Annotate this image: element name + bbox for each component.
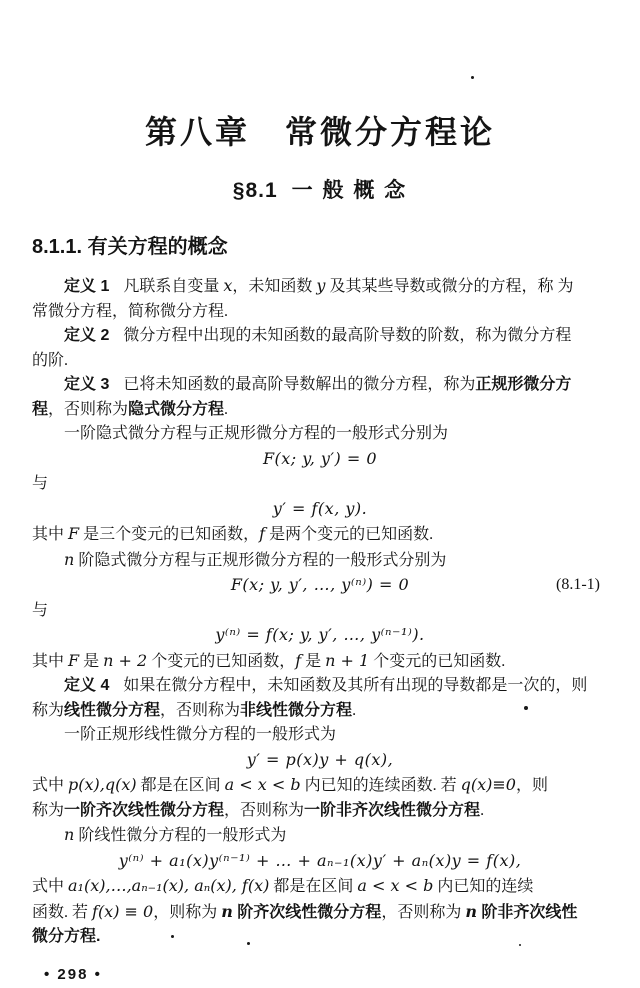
text-run: ，否则称为	[160, 701, 241, 719]
text-run: 称为	[32, 701, 65, 719]
definition-3-line-2	[32, 398, 608, 423]
text-run: 凡联系自变量	[123, 278, 224, 295]
bold-term: 隐式微分方程	[128, 400, 225, 418]
section-title-text: 一 般 概 念	[291, 179, 408, 202]
formula-text: F(x; y, y′, …, y⁽ⁿ⁾) = 0	[230, 575, 410, 594]
formula-normal-nth-order	[32, 623, 608, 649]
explanation-n-plus-2	[32, 649, 608, 675]
math-run: a₁(x),…,aₙ₋₁(x), aₙ(x), f(x)	[68, 876, 270, 895]
intro-first-order-forms	[32, 422, 608, 447]
definition-4-line-1	[32, 674, 608, 699]
definition-2-line-2	[32, 349, 608, 374]
math-run: n	[465, 901, 477, 921]
definition-1-label: 定义 1	[64, 278, 110, 295]
text-run: 与	[32, 601, 49, 619]
body-text	[32, 274, 608, 950]
intro-first-order-linear	[32, 723, 608, 748]
math-run: q(x)≡0	[460, 775, 516, 794]
definition-1-line-1	[32, 274, 608, 300]
bold-term: 一阶齐次线性微分方程	[64, 801, 225, 819]
text-run: 阶隐式微分方程与正规形微分方程的一般形式分别为	[74, 551, 447, 569]
definition-3-line-1	[32, 373, 608, 398]
formula-normal-first-order	[32, 497, 608, 523]
equation-number: (8.1-1)	[556, 576, 600, 593]
text-run: 内已知的连续函数. 若	[300, 777, 461, 794]
explanation-coefficients-line-3	[32, 925, 608, 950]
explanation-coefficients-line-2	[32, 900, 608, 926]
text-run: ，则称为	[153, 903, 222, 921]
connector-yu-2	[32, 599, 608, 624]
bold-term: 程	[32, 400, 49, 418]
text-run: 函数. 若	[32, 903, 93, 921]
text-run: 的阶.	[32, 351, 69, 369]
explanation-coefficients-line-1	[32, 874, 608, 900]
scan-speck	[524, 706, 528, 710]
subsection-title: 8.1.1. 有关方程的概念	[32, 236, 228, 258]
text-run: ，未知函数	[232, 278, 317, 295]
explanation-F-f	[32, 522, 608, 548]
math-run: n	[64, 549, 75, 569]
text-run: 其中	[32, 652, 69, 670]
math-run: f	[259, 524, 266, 543]
explanation-pq-line-2	[32, 799, 608, 824]
definition-4-label: 定义 4	[64, 677, 110, 694]
formula-implicit-nth-order	[32, 573, 608, 599]
definition-4-line-2	[32, 699, 608, 724]
text-run: 个变元的已知函数.	[369, 652, 506, 670]
text-run: 阶线性微分方程的一般形式为	[74, 827, 287, 844]
scan-speck	[247, 942, 250, 945]
math-run: F	[68, 524, 80, 543]
section-title	[0, 178, 640, 204]
formula-text: F(x; y, y′) = 0	[262, 448, 378, 468]
formula-text: y′ = f(x, y).	[272, 498, 368, 518]
formula-first-order-linear	[32, 748, 608, 774]
formula-text: y⁽ⁿ⁾ + a₁(x)y⁽ⁿ⁻¹⁾ + … + aₙ₋₁(x)y′ + aₙ(x)y = f(x),	[118, 850, 522, 870]
text-run: .	[224, 400, 229, 418]
text-run: 一阶正规形线性微分方程的一般形式为	[64, 726, 337, 743]
text-run: ，则	[515, 777, 548, 794]
page-number: • 298 •	[44, 965, 102, 983]
text-run: 其中	[32, 526, 69, 543]
scan-speck	[519, 944, 521, 946]
text-run: 是两个变元的已知函数.	[265, 526, 434, 543]
connector-yu-1	[32, 472, 608, 497]
text-run: 称为	[32, 801, 65, 819]
text-run: 及其某些导数或微分的方程，称 为	[325, 278, 574, 295]
formula-implicit-first-order	[32, 447, 608, 473]
definition-2-line-1	[32, 324, 608, 349]
text-run: ，否则称为	[48, 400, 129, 418]
text-run: ，否则称为	[224, 801, 305, 819]
intro-nth-order-linear	[32, 823, 608, 849]
text-run: ，否则称为	[381, 903, 466, 921]
text-run: 一阶隐式微分方程与正规形微分方程的一般形式分别为	[64, 425, 449, 442]
text-run: 式中	[32, 777, 69, 794]
chapter-title: 第八章 常微分方程论	[144, 114, 495, 150]
text-run: 微分方程中出现的未知函数的最高阶导数的阶数，称为微分方程	[123, 327, 572, 344]
definition-1-line-2	[32, 300, 608, 325]
math-run: f	[295, 650, 302, 670]
math-run: x	[223, 276, 233, 295]
formula-nth-order-linear	[32, 849, 608, 875]
bold-term: 微分方程.	[32, 928, 101, 945]
scan-speck	[171, 935, 174, 938]
math-run: a < x < b	[224, 775, 301, 794]
bold-term: 阶非齐次线性	[476, 903, 578, 921]
text-run: .	[352, 701, 357, 719]
formula-text: y⁽ⁿ⁾ = f(x; y, y′, …, y⁽ⁿ⁻¹⁾).	[215, 625, 425, 644]
math-run: y	[316, 276, 326, 295]
definition-2-label: 定义 2	[64, 327, 110, 344]
text-run: 常微分方程，简称微分方程.	[32, 302, 229, 320]
text-run: 与	[32, 475, 49, 492]
bold-term: 线性微分方程	[64, 701, 161, 719]
math-run: n + 1	[325, 650, 370, 670]
text-run: 个变元的已知函数，	[147, 652, 296, 670]
text-run: 内已知的连续	[433, 878, 534, 895]
explanation-pq-line-1	[32, 773, 608, 799]
bold-term: 一阶非齐次线性微分方程	[304, 801, 481, 819]
text-run: .	[480, 801, 485, 819]
math-run: f(x) ≡ 0	[92, 901, 154, 921]
text-run: 是三个变元的已知函数，	[79, 526, 260, 543]
bold-term: 正规形微分方	[475, 376, 572, 393]
definition-3-label: 定义 3	[64, 376, 110, 393]
text-run: 已将未知函数的最高阶导数解出的微分方程，称为	[123, 376, 476, 393]
math-run: n	[221, 901, 233, 921]
math-run: p(x),q(x)	[68, 775, 137, 794]
math-run: a < x < b	[357, 876, 434, 895]
scan-speck	[471, 76, 474, 79]
text-run: 是	[301, 652, 326, 670]
math-run: n + 2	[103, 650, 148, 670]
text-run: 如果在微分方程中，未知函数及其所有出现的导数都是一次的，则	[123, 677, 588, 694]
text-run: 式中	[32, 878, 69, 895]
math-run: F	[68, 650, 80, 670]
text-run: 是	[79, 652, 104, 670]
section-number: §8.1	[232, 179, 278, 202]
bold-term: 阶齐次线性微分方程	[232, 903, 382, 921]
intro-nth-order-forms	[32, 548, 608, 574]
text-run: 都是在区间	[269, 878, 358, 895]
text-run: 都是在区间	[136, 777, 225, 794]
bold-term: 非线性微分方程	[240, 701, 353, 719]
formula-text: y′ = p(x)y + q(x),	[246, 749, 394, 769]
math-run: n	[64, 825, 75, 844]
